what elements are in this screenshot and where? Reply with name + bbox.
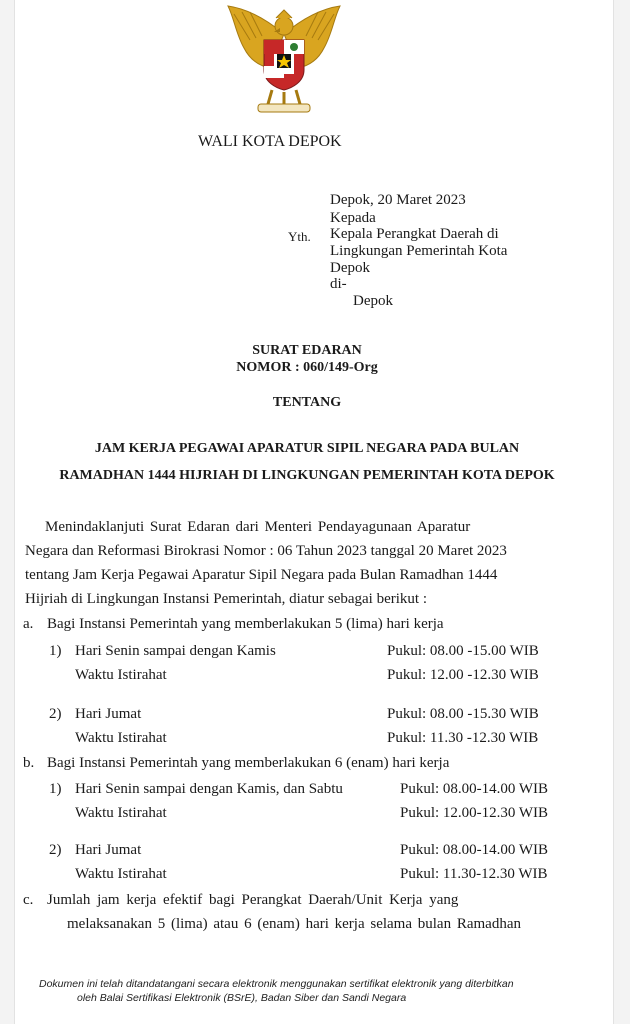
section-a-item2-num: 2) — [49, 706, 62, 722]
intro-line2: Negara dan Reformasi Birokrasi Nomor : 06 Tahun 2023 tanggal 20 Maret 2023 — [25, 543, 507, 559]
section-c-line2: melaksanakan 5 (lima) atau 6 (enam) hari kerja selama bulan Ramadhan — [67, 916, 521, 932]
footer-line2: oleh Balai Sertifikasi Elektronik (BSrE), Badan Siber dan Sandi Negara — [77, 992, 407, 1004]
section-a-item1-time: Pukul: 08.00 -15.00 WIB — [387, 643, 539, 659]
section-a-item1-rest-label: Waktu Istirahat — [75, 667, 167, 683]
section-a-item2-time: Pukul: 08.00 -15.30 WIB — [387, 706, 539, 722]
section-b-item2-day: Hari Jumat — [75, 842, 142, 858]
document-page — [14, 0, 614, 1024]
section-b-item2-time: Pukul: 08.00-14.00 WIB — [400, 842, 549, 858]
section-a-item2-day: Hari Jumat — [75, 706, 142, 722]
addressee-line3: Depok — [330, 260, 370, 276]
section-b-title: Bagi Instansi Pemerintah yang memberlakukan 6 (enam) hari kerja — [47, 755, 450, 771]
section-b-item1-num: 1) — [49, 781, 62, 797]
yth-label: Yth. — [288, 229, 311, 244]
letter-tentang: TENTANG — [272, 395, 342, 410]
section-a-title: Bagi Instansi Pemerintah yang memberlakukan 5 (lima) hari kerja — [47, 616, 444, 632]
intro-line3: tentang Jam Kerja Pegawai Aparatur Sipil Negara pada Bulan Ramadhan 1444 — [25, 567, 498, 583]
subject-line2: RAMADHAN 1444 HIJRIAH DI LINGKUNGAN PEMERINTAH KOTA DEPOK — [59, 468, 555, 483]
section-a-item1-num: 1) — [49, 643, 62, 659]
letter-number: NOMOR : 060/149-Org — [236, 360, 378, 375]
section-b-label: b. — [23, 755, 35, 771]
section-a-item1-day: Hari Senin sampai dengan Kamis — [75, 643, 276, 659]
section-a-item2-rest-label: Waktu Istirahat — [75, 730, 167, 746]
section-a-item2-rest-time: Pukul: 11.30 -12.30 WIB — [387, 730, 539, 746]
section-b-item1-rest-label: Waktu Istirahat — [75, 805, 167, 821]
addressee-line1: Kepala Perangkat Daerah di — [330, 226, 499, 242]
addressee-line2: Lingkungan Pemerintah Kota — [330, 243, 508, 259]
section-a-label: a. — [23, 616, 34, 632]
addressee-di: di- — [330, 276, 347, 292]
intro-line4: Hijriah di Lingkungan Instansi Pemerintah, diatur sebagai berikut : — [25, 591, 427, 607]
document-title: WALI KOTA DEPOK — [198, 133, 342, 150]
section-b-item1-day: Hari Senin sampai dengan Kamis, dan Sabtu — [75, 781, 343, 797]
section-c-line1: Jumlah jam kerja efektif bagi Perangkat Daerah/Unit Kerja yang — [47, 892, 459, 908]
section-b-item2-num: 2) — [49, 842, 62, 858]
section-b-item1-rest-time: Pukul: 12.00-12.30 WIB — [400, 805, 549, 821]
section-c-label: c. — [23, 892, 34, 908]
section-b-item2-rest-label: Waktu Istirahat — [75, 866, 167, 882]
section-a-item1-rest-time: Pukul: 12.00 -12.30 WIB — [387, 667, 539, 683]
intro-line1: Menindaklanjuti Surat Edaran dari Menteri Pendayagunaan Aparatur — [45, 519, 471, 535]
section-b-item2-rest-time: Pukul: 11.30-12.30 WIB — [400, 866, 548, 882]
subject-line1: JAM KERJA PEGAWAI APARATUR SIPIL NEGARA PADA BULAN — [94, 441, 520, 456]
section-b-item1-time: Pukul: 08.00-14.00 WIB — [400, 781, 549, 797]
garuda-emblem-icon — [220, 4, 348, 116]
kepada-label: Kepada — [330, 210, 376, 226]
addressee-city: Depok — [353, 293, 393, 309]
footer-line1: Dokumen ini telah ditandatangani secara elektronik menggunakan sertifikat elektronik yang diterbitkan — [39, 978, 514, 990]
place-date: Depok, 20 Maret 2023 — [330, 192, 466, 208]
letter-type: SURAT EDARAN — [252, 343, 362, 358]
